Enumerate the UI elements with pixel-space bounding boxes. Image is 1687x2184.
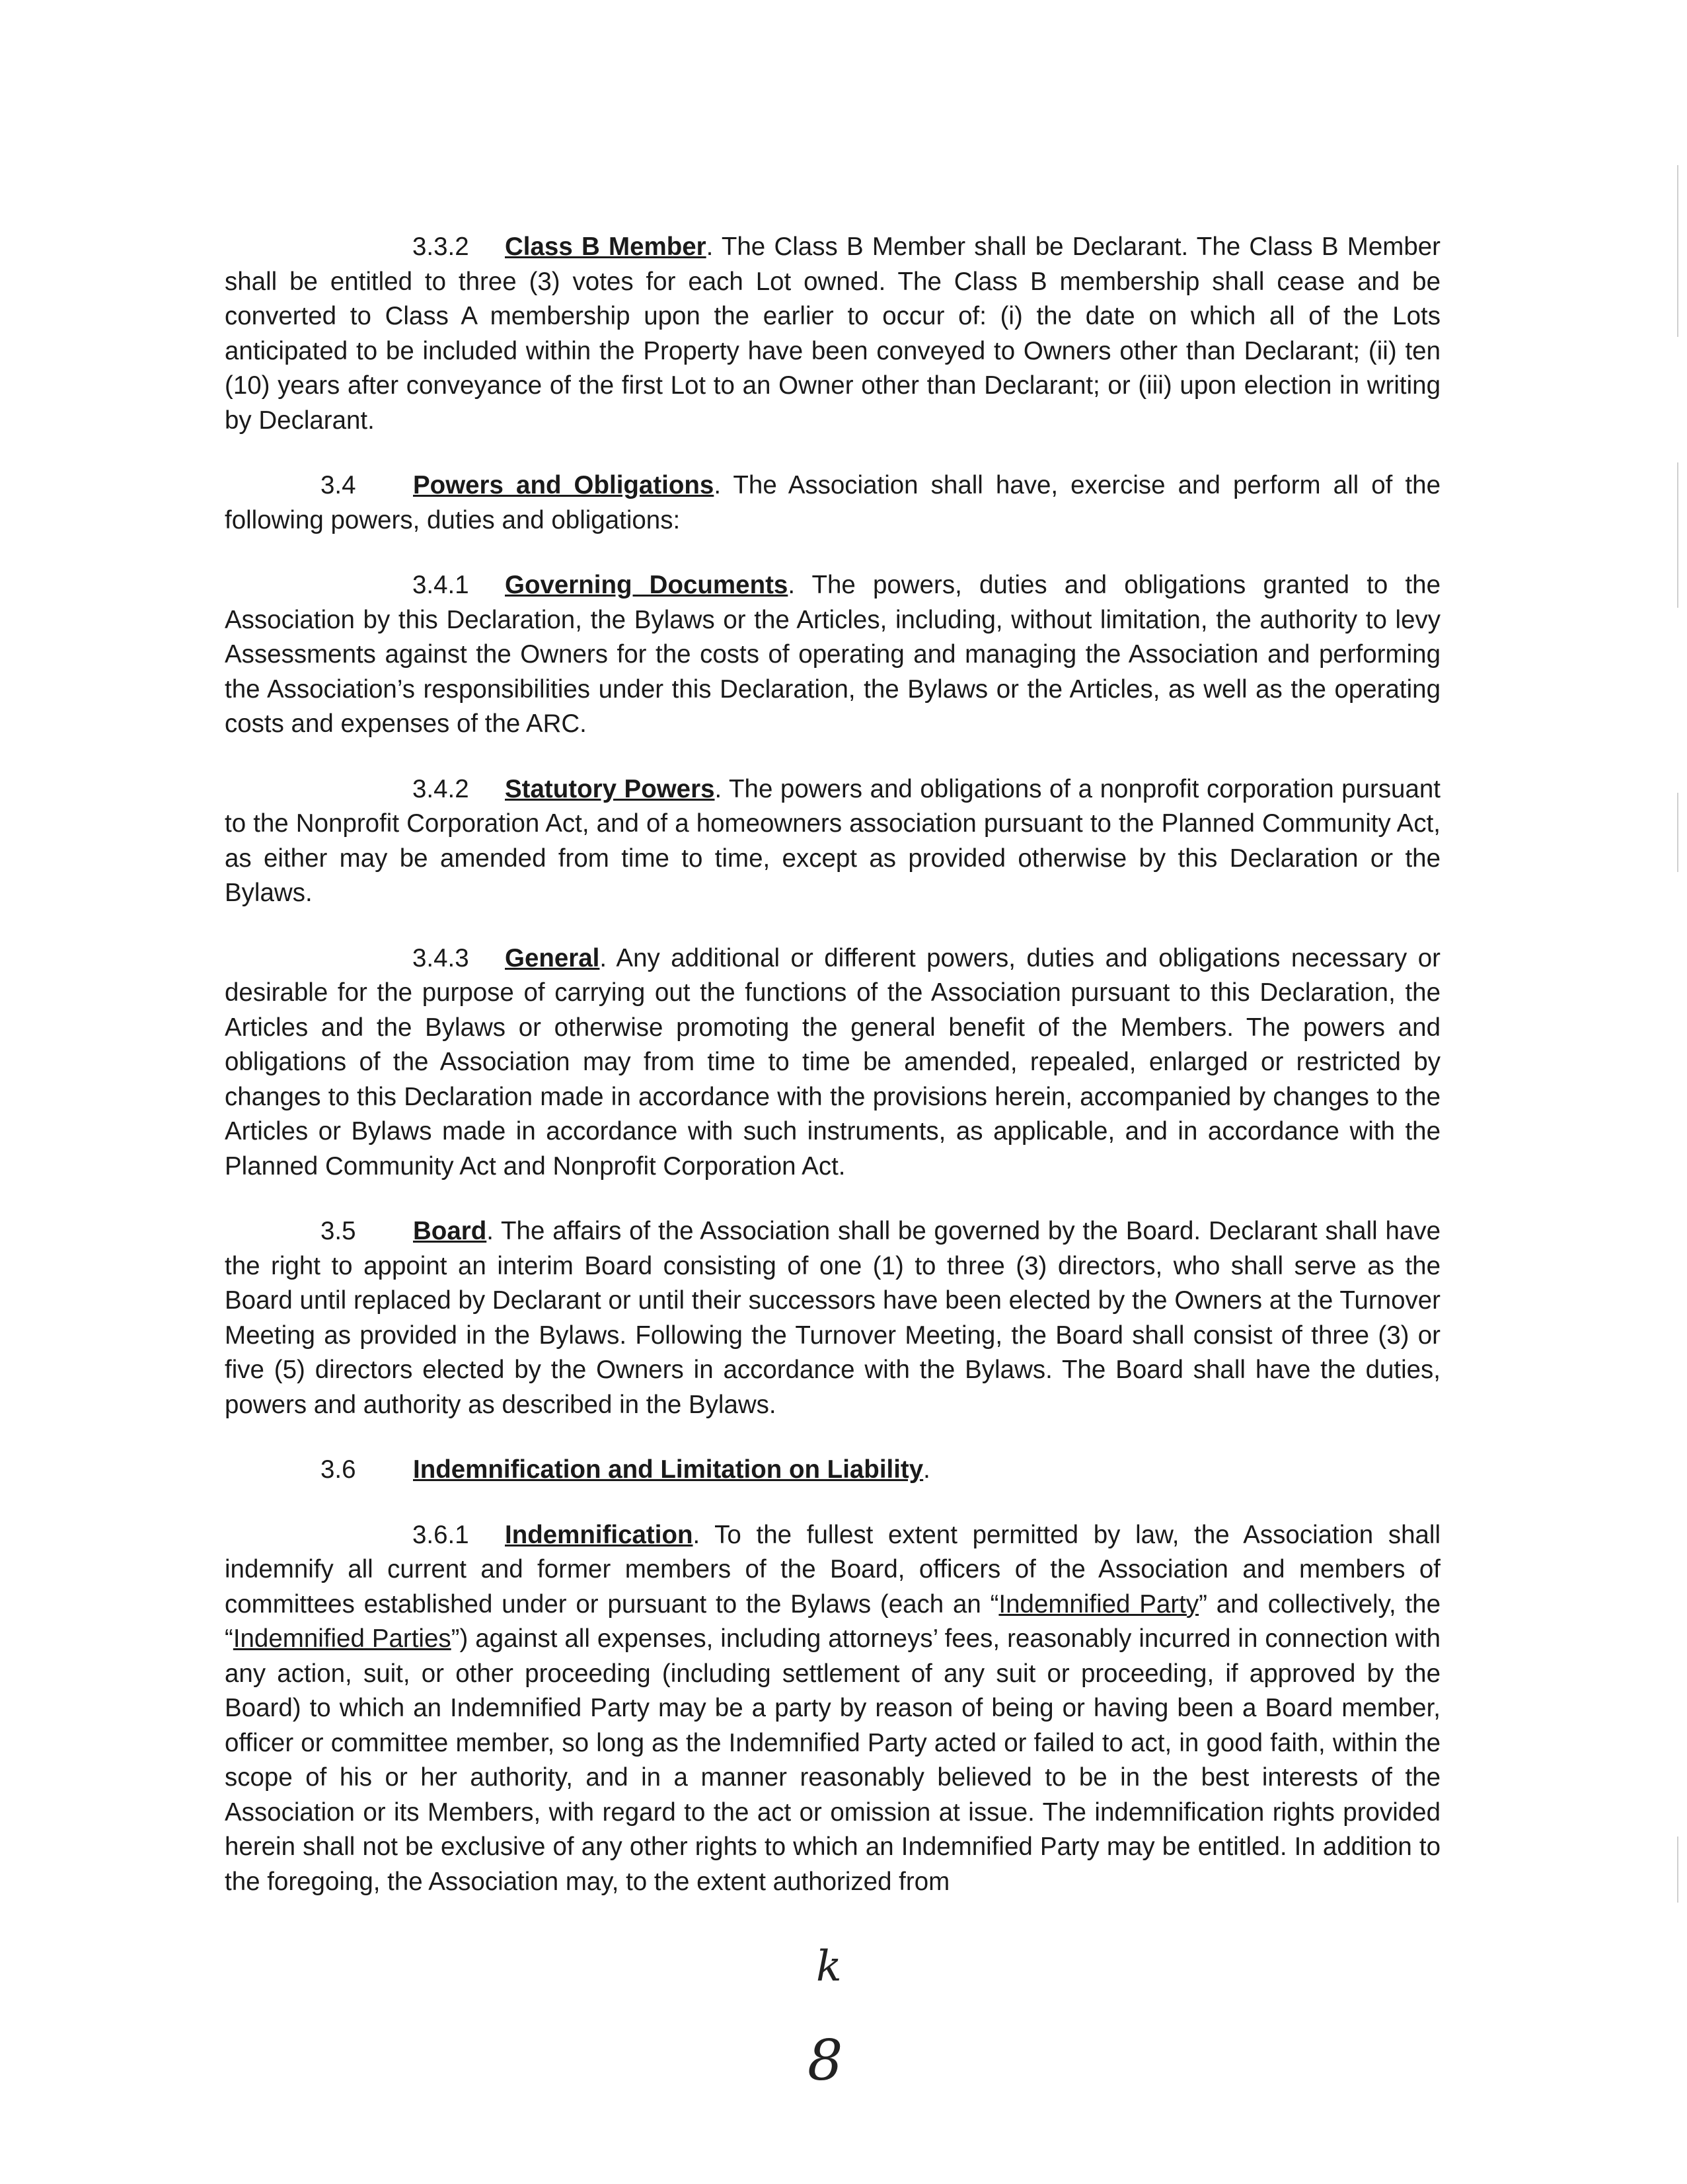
handwritten-page-number: 8 [807,2028,843,2093]
section-text: . The powers, duties and obligations granted to the Association by this Declaration, the Bylaws or the Articles, including, without limitation, the authority to levy Assessments against the Owners for the costs of operating and managing the Association and performing the Association’s responsibilities under this Declaration, the Bylaws or the Articles, as well as the operating costs and expenses of the ARC. [225,571,1441,738]
handwritten-initials: k [816,1942,842,1991]
section-text: ” and collectively, the “ [225,1589,1441,1653]
section-heading: Powers and Obligations [413,471,714,499]
section-heading: General [505,943,600,972]
section-number: 3.3.2 [412,233,469,261]
scan-artifact [1677,1837,1678,1903]
paragraph-3-6 [225,1453,1441,1488]
paragraph-3-5 [225,1214,1441,1422]
section-heading: Indemnification and Limitation on Liability [413,1455,924,1484]
scan-artifact [1677,793,1678,872]
section-heading: Governing Documents [505,571,788,599]
document-body [225,230,1441,1930]
section-text: . The powers and obligations of a nonprofit corporation pursuant to the Nonprofit Corporation Act, and of a homeowners association pursuant to the Planned Community Act, as either may be amended from time to time, except as provided otherwise by this Declaration or the Bylaws. [225,774,1441,907]
paragraph-3-6-1 [225,1518,1441,1900]
section-number: 3.4.1 [412,571,469,599]
defined-term: Indemnified Parties [233,1624,451,1653]
section-text: . The affairs of the Association shall be governed by the Board. Declarant shall have the right to appoint an interim Board consisting of one (1) to three (3) directors, who shall serve as the Board until replaced by Declarant or until their successors have been elected by the Owners at the Turnover Meeting as provided in the Bylaws. Following the Turnover Meeting, the Board shall consist of three (3) or five (5) directors elected by the Owners in accordance with the Bylaws. The Board shall have the duties, powers and authority as described in the Bylaws. [225,1217,1441,1419]
section-text: . [923,1455,930,1484]
section-heading: Statutory Powers [505,774,715,803]
defined-term: Indemnified Party [998,1589,1199,1619]
section-number: 3.4.2 [412,774,469,803]
paragraph-3-4-2 [225,772,1441,911]
section-text: . The Class B Member shall be Declarant. The Class B Member shall be entitled to three (3) votes for each Lot owned. The Class B membership shall cease and be converted to Class A membership upon the earlier to occur of: (i) the date on which all of the Lots anticipated to be included within the Property have been conveyed to Owners other than Declarant; (ii) ten (10) years after conveyance of the first Lot to an Owner other than Declarant; or (iii) upon election in writing by Declarant. [225,233,1441,435]
scan-artifact [1677,165,1678,337]
section-number: 3.6 [320,1455,356,1484]
section-number: 3.4.3 [412,943,469,972]
section-text: . The Association shall have, exercise and perform all of the following powers, duties and obligations: [225,471,1441,534]
scan-artifact [1677,462,1678,608]
section-text: ”) against all expenses, including attorneys’ fees, reasonably incurred in connection with any action, suit, or other proceeding (including settlement of any suit or proceeding, if approved by the Board) to which an Indemnified Party may be a party by reason of being or having been a Board member, officer or committee member, so long as the Indemnified Party acted or failed to act, in good faith, within the scope of his or her authority, and in a manner reasonably believed to be in the best interests of the Association or its Members, with regard to the act or omission at issue. The indemnification rights provided herein shall not be exclusive of any other rights to which an Indemnified Party may be entitled. In addition to the foregoing, the Association may, to the extent authorized from [225,1624,1441,1896]
section-text: . To the fullest extent permitted by law, the Association shall indemnify all current and former members of the Board, officers of the Association and members of committees established under or pursuant to the Bylaws (each an “ [225,1520,1441,1619]
section-number: 3.5 [320,1217,356,1245]
paragraph-3-4-1 [225,568,1441,742]
section-heading: Indemnification [505,1520,693,1549]
section-text: . Any additional or different powers, duties and obligations necessary or desirable for the purpose of carrying out the functions of the Association pursuant to this Declaration, the Articles and the Bylaws or otherwise promoting the general benefit of the Members. The powers and obligations of the Association may from time to time be amended, repealed, enlarged or restricted by changes to this Declaration made in accordance with the provisions herein, accompanied by changes to the Articles or Bylaws made in accordance with such instruments, as applicable, and in accordance with the Planned Community Act and Nonprofit Corporation Act. [225,943,1441,1181]
paragraph-3-4 [225,468,1441,538]
section-number: 3.4 [320,471,356,499]
paragraph-3-4-3 [225,941,1441,1184]
section-heading: Class B Member [505,233,706,261]
paragraph-3-3-2 [225,230,1441,438]
section-heading: Board [413,1217,487,1245]
section-number: 3.6.1 [412,1520,469,1549]
